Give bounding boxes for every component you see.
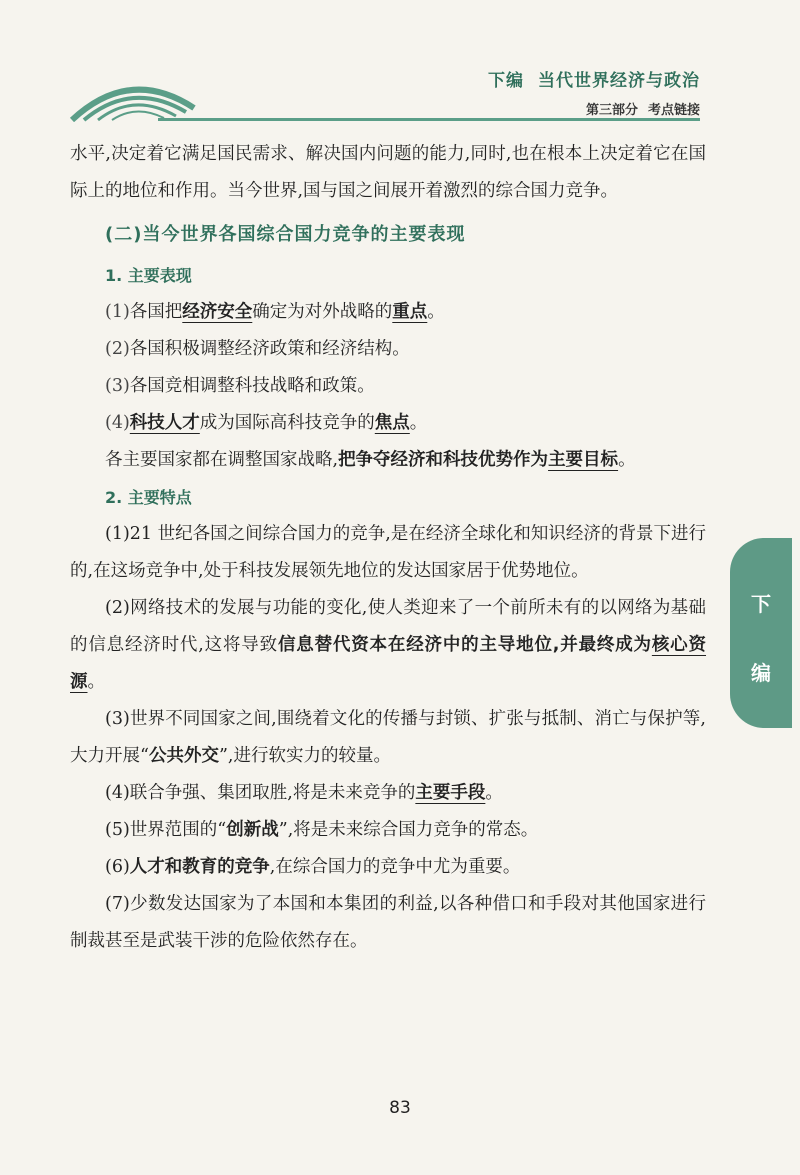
- header-rule: [158, 118, 700, 121]
- page-content: [70, 136, 706, 960]
- section-heading: (二)当今世界各国综合国力竞争的主要表现: [105, 224, 466, 245]
- feature-paragraph: (1)21 世纪各国之间综合国力的竞争,是在经济全球化和知识经济的背景下进行的,在这场竞争中,处于科技发展领先地位的发达国家居于优势地位。: [70, 524, 706, 581]
- feature-paragraph: (3)世界不同国家之间,围绕着文化的传播与封锁、扩张与抵制、消亡与保护等,大力开展“公共外交”,进行软实力的较量。: [70, 709, 706, 766]
- side-tab-lower-volume: [730, 538, 792, 728]
- subheading-main-features: 2. 主要特点: [105, 488, 192, 507]
- feature-paragraph: (7)少数发达国家为了本国和本集团的利益,以各种借口和手段对其他国家进行制裁甚至是武装干涉的危险依然存在。: [70, 894, 706, 951]
- subheading-main-performance: 1. 主要表现: [105, 266, 192, 285]
- summary-paragraph: 各主要国家都在调整国家战略,把争夺经济和科技优势作为主要目标。: [105, 450, 636, 470]
- header-arc-decoration: [70, 72, 200, 122]
- feature-paragraph: (4)联合争强、集团取胜,将是未来竞争的主要手段。: [105, 783, 503, 803]
- list-item: (3)各国竞相调整科技战略和政策。: [105, 376, 375, 396]
- list-item: (1)各国把经济安全确定为对外战略的重点。: [105, 302, 445, 322]
- page-number: 83: [389, 1098, 411, 1118]
- intro-paragraph: 水平,决定着它满足国民需求、解决国内问题的能力,同时,也在根本上决定着它在国际上的地位和作用。当今世界,国与国之间展开着激烈的综合国力竞争。: [70, 144, 706, 201]
- side-tab-char: 下: [751, 592, 771, 616]
- list-item: (4)科技人才成为国际高科技竞争的焦点。: [105, 413, 428, 433]
- running-header: [488, 66, 700, 118]
- feature-paragraph: (6)人才和教育的竞争,在综合国力的竞争中尤为重要。: [105, 857, 521, 877]
- side-tab-char: 编: [751, 661, 771, 685]
- feature-paragraph: (5)世界范围的“创新战”,将是未来综合国力竞争的常态。: [105, 820, 539, 840]
- list-item: (2)各国积极调整经济政策和经济结构。: [105, 339, 410, 359]
- header-title: 下编 当代世界经济与政治: [488, 71, 700, 91]
- header-subtitle: 第三部分 考点链接: [585, 103, 700, 118]
- feature-paragraph: (2)网络技术的发展与功能的变化,使人类迎来了一个前所未有的以网络为基础的信息经济时代,这将导致信息替代资本在经济中的主导地位,并最终成为核心资源。: [70, 598, 707, 692]
